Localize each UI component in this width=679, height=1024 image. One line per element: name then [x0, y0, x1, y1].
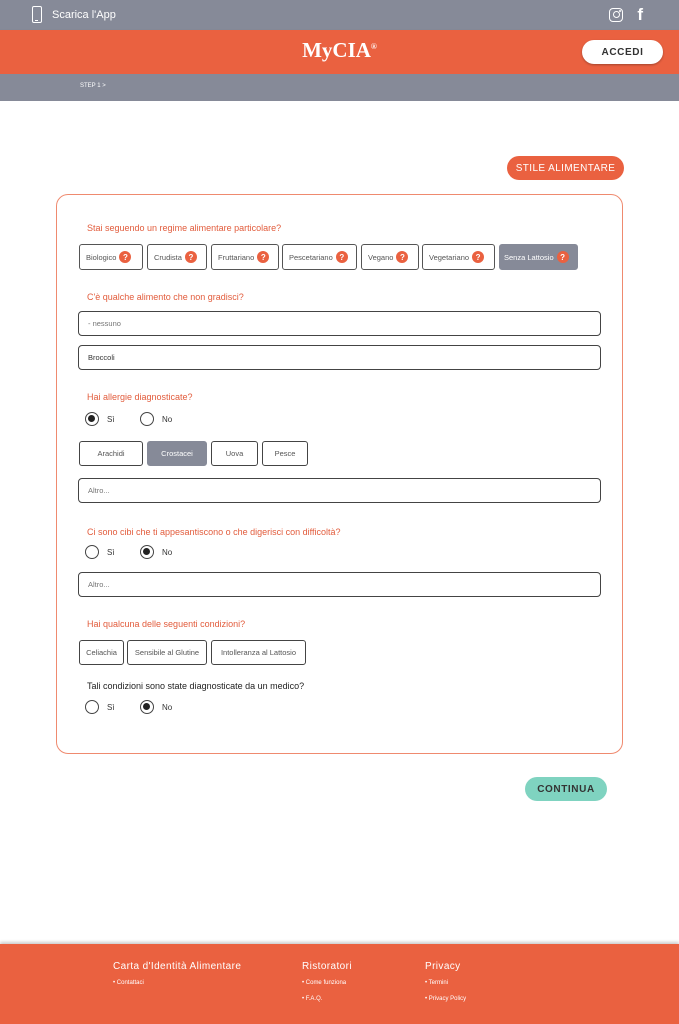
footer-link-come-funziona[interactable]: • Come funziona	[302, 980, 347, 986]
facebook-icon[interactable]: f	[637, 5, 643, 24]
allergies-other-input[interactable]	[78, 478, 601, 503]
radio-circle[interactable]	[85, 700, 99, 714]
instagram-icon[interactable]	[609, 8, 623, 22]
help-icon[interactable]: ?	[557, 251, 569, 263]
condition-option-celiachia[interactable]: Celiachia	[79, 640, 124, 665]
footer-heading: Carta d'Identità Alimentare	[113, 961, 242, 972]
heavy-foods-question: Ci sono cibi che ti appesantiscono o che digerisci con difficoltà?	[87, 527, 341, 537]
diet-option-vegetariano[interactable]: Vegetariano ?	[422, 244, 495, 270]
form-card	[56, 194, 623, 754]
login-button[interactable]: ACCEDI	[582, 40, 663, 64]
conditions-question: Hai qualcuna delle seguenti condizioni?	[87, 619, 246, 629]
main-header	[0, 30, 679, 74]
allergy-option-arachidi[interactable]: Arachidi	[79, 441, 143, 466]
help-icon[interactable]: ?	[257, 251, 269, 263]
help-icon[interactable]: ?	[336, 251, 348, 263]
diet-option-vegano[interactable]: Vegano ?	[361, 244, 419, 270]
heavy-foods-no-radio[interactable]: No	[140, 545, 172, 559]
footer-heading: Privacy	[425, 961, 461, 972]
diagnosed-yes-radio[interactable]: Sì	[85, 700, 115, 714]
heavy-foods-other-input[interactable]	[78, 572, 601, 597]
help-icon[interactable]: ?	[396, 251, 408, 263]
top-bar	[0, 0, 679, 30]
footer-col-carta	[113, 961, 241, 996]
radio-circle[interactable]	[140, 412, 154, 426]
footer	[0, 944, 679, 1024]
disliked-food-input[interactable]	[78, 311, 601, 336]
help-icon[interactable]: ?	[472, 251, 484, 263]
diet-option-senza-lattosio[interactable]: Senza Lattosio ?	[499, 244, 578, 270]
radio-circle[interactable]	[85, 412, 99, 426]
diet-option-biologico[interactable]: Biologico ?	[79, 244, 143, 270]
allergy-option-uova[interactable]: Uova	[211, 441, 258, 466]
allergy-option-pesce[interactable]: Pesce	[262, 441, 308, 466]
radio-circle[interactable]	[85, 545, 99, 559]
download-app-label: Scarica l'App	[52, 8, 116, 21]
footer-col-ristoratori	[302, 961, 352, 1012]
radio-circle[interactable]	[140, 545, 154, 559]
help-icon[interactable]: ?	[185, 251, 197, 263]
diet-question: Stai seguendo un regime alimentare particolare?	[87, 223, 282, 233]
mycia-logo[interactable]: MyCIA®	[302, 38, 377, 62]
radio-circle[interactable]	[140, 700, 154, 714]
footer-link-termini[interactable]: • Termini	[425, 980, 448, 986]
footer-col-privacy	[425, 961, 466, 1012]
allergies-yes-radio[interactable]: Sì	[85, 412, 115, 426]
disliked-question: C'è qualche alimento che non gradisci?	[87, 292, 244, 302]
allergy-option-crostacei[interactable]: Crostacei	[147, 441, 207, 466]
footer-link-contattaci[interactable]: • Contattaci	[113, 980, 144, 986]
phone-icon	[32, 6, 42, 23]
download-app-link[interactable]	[32, 6, 116, 23]
diet-option-crudista[interactable]: Crudista ?	[147, 244, 207, 270]
continue-button[interactable]: CONTINUA	[525, 777, 607, 801]
section-stile-alimentare-button[interactable]: STILE ALIMENTARE	[507, 156, 624, 180]
allergies-question: Hai allergie diagnosticate?	[87, 392, 193, 402]
footer-link-privacy-policy[interactable]: • Privacy Policy	[425, 996, 467, 1002]
disliked-food-input-2[interactable]	[78, 345, 601, 370]
diet-option-fruttariano[interactable]: Fruttariano ?	[211, 244, 279, 270]
condition-option-sensibile-glutine[interactable]: Sensibile al Glutine	[127, 640, 207, 665]
allergies-no-radio[interactable]: No	[140, 412, 172, 426]
diagnosed-question: Tali condizioni sono state diagnosticate da un medico?	[87, 681, 305, 691]
heavy-foods-yes-radio[interactable]: Sì	[85, 545, 115, 559]
diet-option-pescetariano[interactable]: Pescetariano ?	[282, 244, 357, 270]
social-links	[609, 6, 643, 23]
help-icon[interactable]: ?	[119, 251, 131, 263]
diagnosed-no-radio[interactable]: No	[140, 700, 172, 714]
footer-heading: Ristoratori	[302, 961, 352, 972]
condition-option-intolleranza-lattosio[interactable]: Intolleranza al Lattosio	[211, 640, 306, 665]
footer-link-faq[interactable]: • F.A.Q.	[302, 996, 323, 1002]
step-label: STEP 1 >	[80, 83, 106, 89]
breadcrumb	[0, 74, 679, 101]
